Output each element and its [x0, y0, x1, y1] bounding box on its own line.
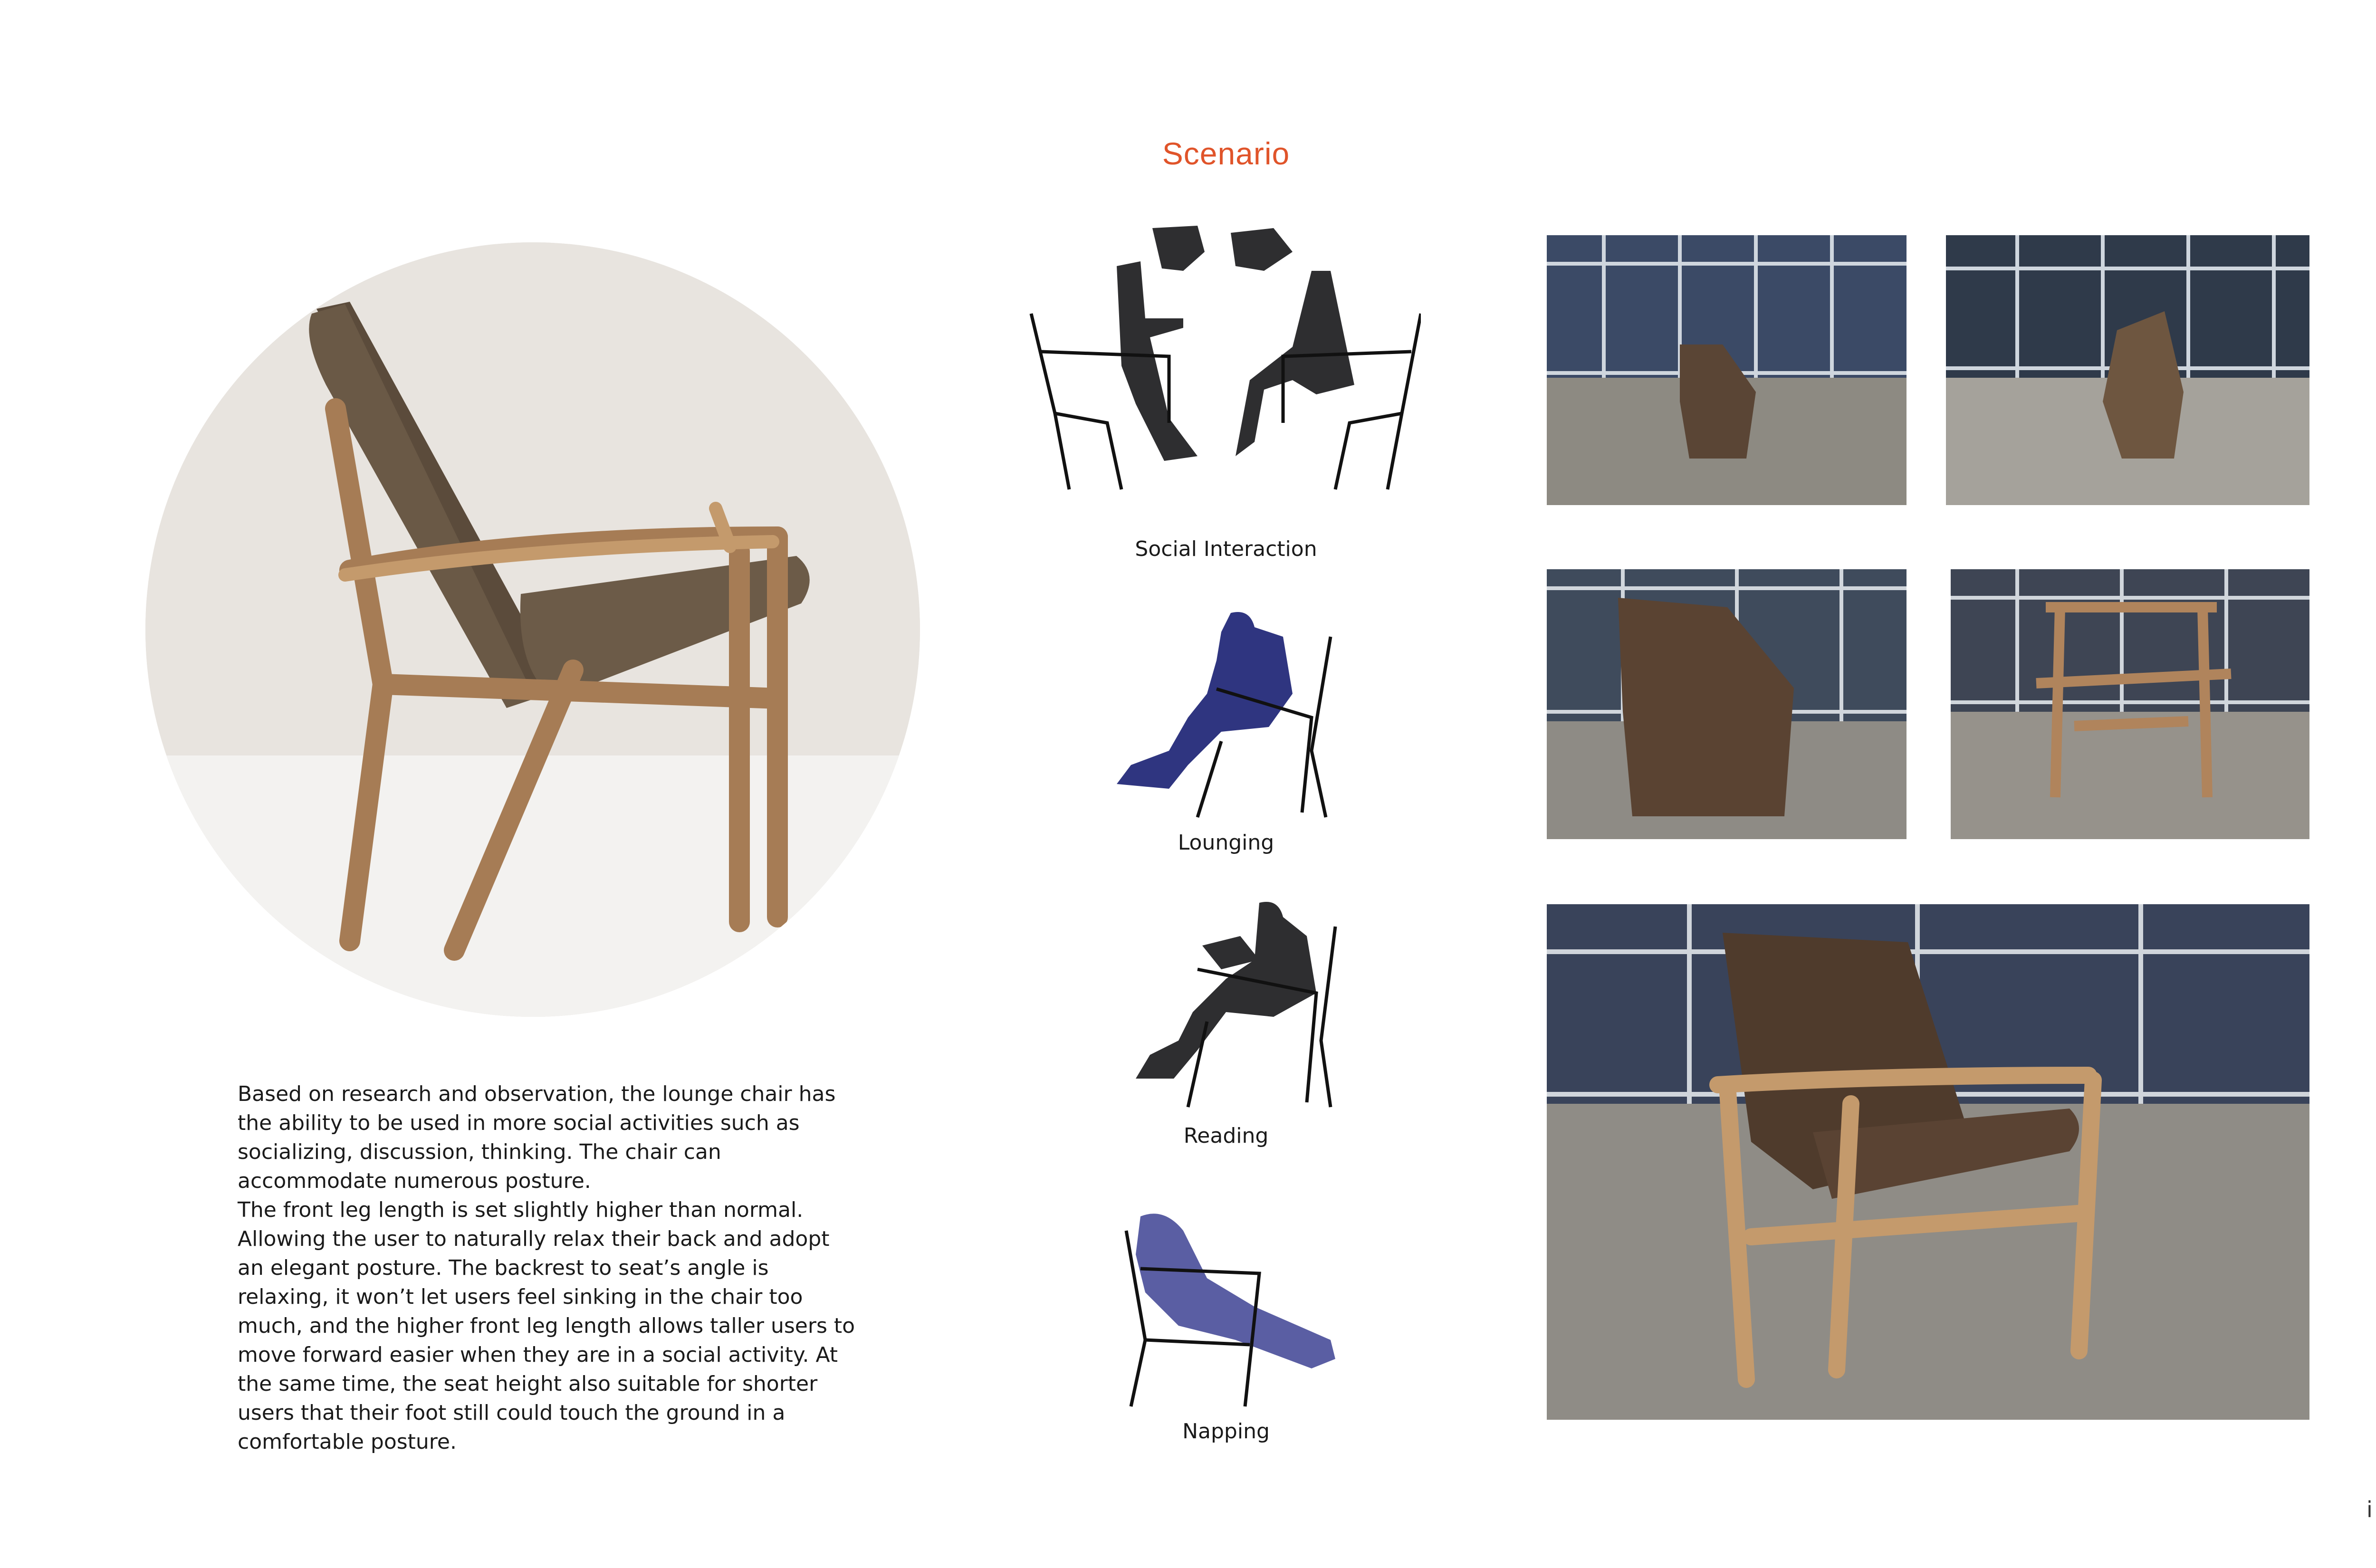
chair-photo-large: [1547, 904, 2309, 1420]
description-text: [238, 1080, 855, 1456]
two-people-talking-icon: [1026, 223, 1421, 508]
chair-photo-3: [1547, 569, 1907, 839]
description-paragraph-1: Based on research and observation, the lounge chair has the ability to be used in more social activities such as socializing, discussion, thinking. The chair can accommodate numerous posture.: [238, 1082, 836, 1193]
scenario-label-napping: Napping: [1182, 1419, 1270, 1444]
person-napping-icon: [1112, 1207, 1350, 1411]
person-reading-icon: [1117, 898, 1345, 1112]
description-paragraph-2: The front leg length is set slightly higher than normal. Allowing the user to naturally relax their back and adopt an elegant posture. The backrest to seat’s angle is relaxing, it won’t let users feel sinking in the chair too much, and the higher front leg length allows taller users to move forward easier when they are in a social activity. At the same time, the seat height also suitable for shorter users that their foot still could touch the ground in a comfortable posture.: [238, 1198, 855, 1454]
chair-photo-2: [1946, 235, 2309, 505]
scenario-label-reading: Reading: [1183, 1124, 1269, 1148]
scenario-label-social-interaction: Social Interaction: [1135, 537, 1317, 561]
person-lounging-icon: [1112, 608, 1340, 822]
page-title: Scenario: [1162, 136, 1290, 171]
chair-hero-photo: [145, 242, 920, 1017]
scenario-label-lounging: Lounging: [1178, 831, 1274, 855]
page-number: i: [2366, 1497, 2373, 1522]
chair-photo-4: [1951, 569, 2309, 839]
chair-photo-1: [1547, 235, 1907, 505]
